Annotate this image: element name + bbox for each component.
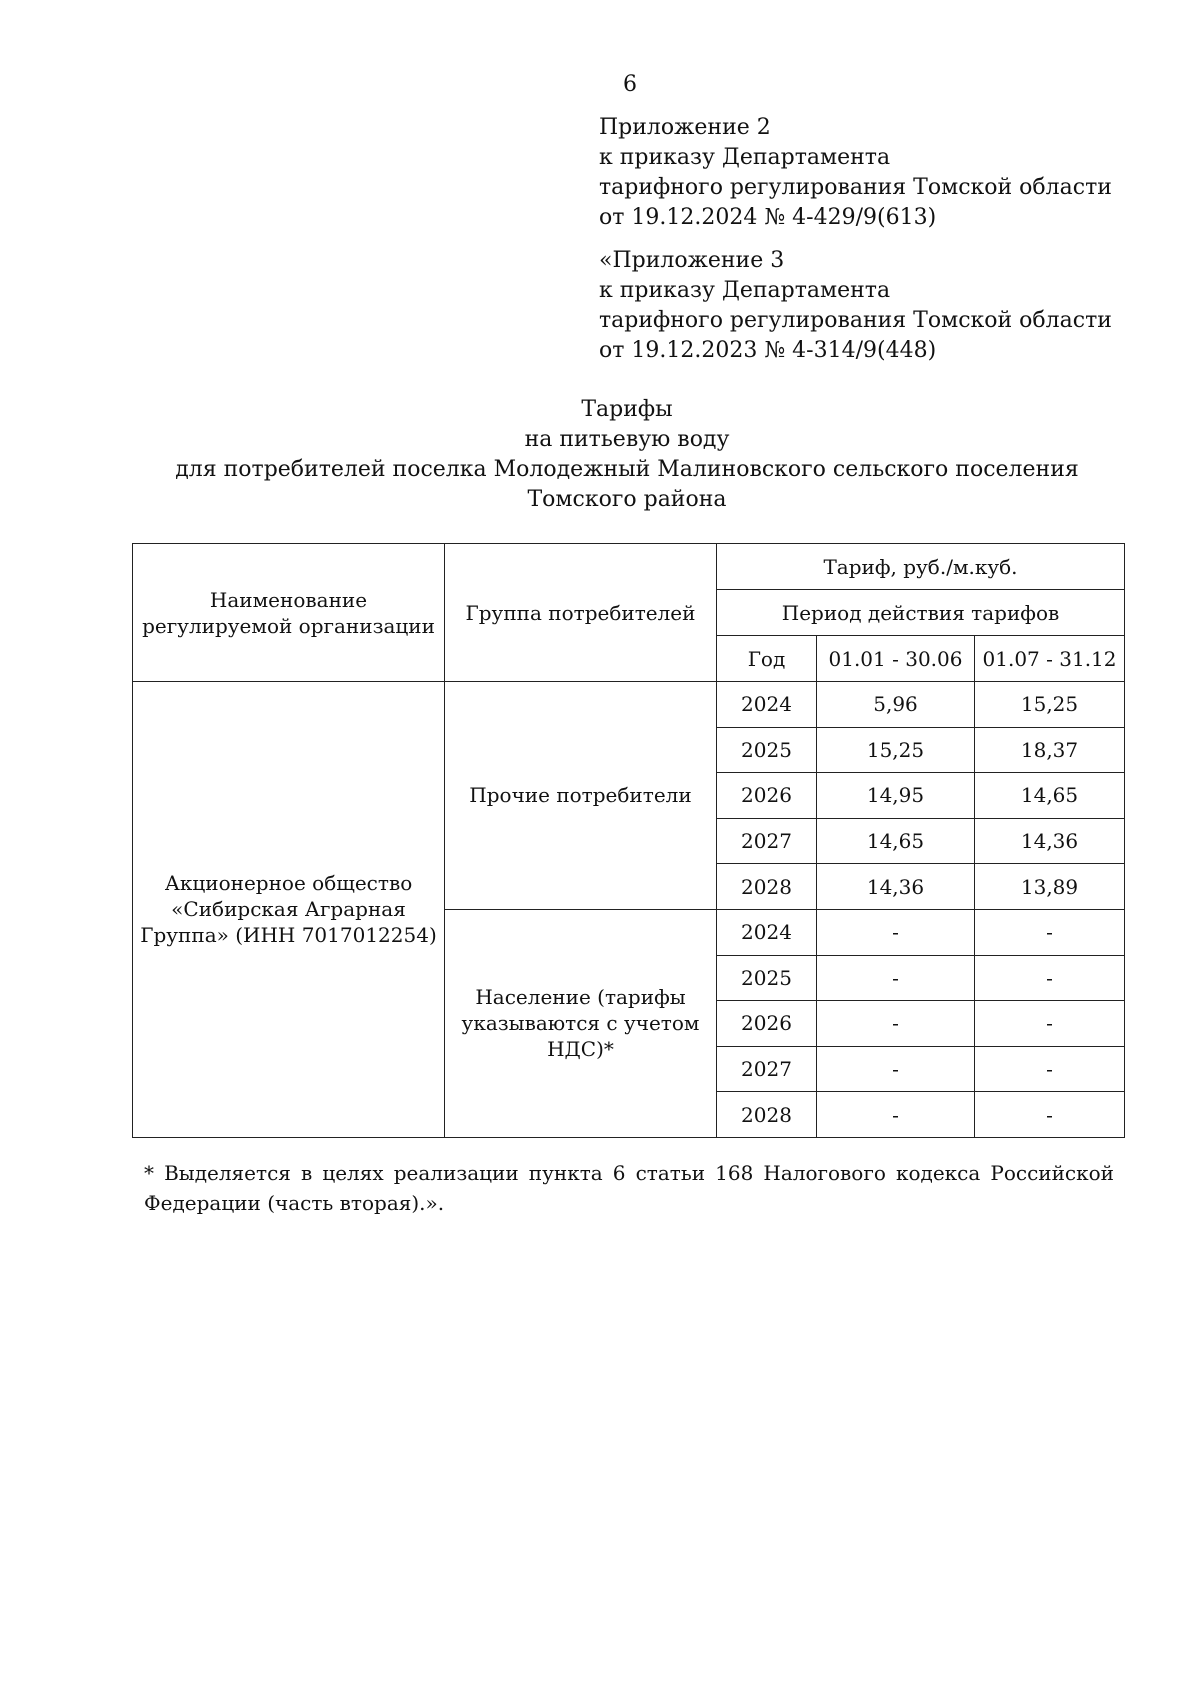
tariff-cell: - <box>975 1092 1125 1138</box>
appendix-line: от 19.12.2024 № 4-429/9(613) <box>599 205 937 230</box>
appendix-line: тарифного регулирования Томской области <box>599 308 1112 333</box>
document-title <box>120 395 1134 515</box>
appendix-line: тарифного регулирования Томской области <box>599 175 1112 200</box>
header-tariff: Тариф, руб./м.куб. <box>717 544 1125 590</box>
tariff-cell: - <box>817 1046 975 1092</box>
tariff-cell: - <box>817 1092 975 1138</box>
tariff-cell: - <box>817 1001 975 1047</box>
tariff-cell: 14,95 <box>817 773 975 819</box>
consumer-group-cell: Прочие потребители <box>445 682 717 910</box>
header-organization: Наименование регулируемой организации <box>133 544 445 682</box>
tariff-cell: 13,89 <box>975 864 1125 910</box>
tariff-cell: 18,37 <box>975 727 1125 773</box>
page-number: 6 <box>623 72 637 97</box>
year-cell: 2026 <box>717 773 817 819</box>
tariff-cell: - <box>817 909 975 955</box>
tariff-cell: 5,96 <box>817 682 975 728</box>
tariff-cell: 14,36 <box>975 818 1125 864</box>
tariff-cell: - <box>975 955 1125 1001</box>
appendix-line: «Приложение 3 <box>599 248 785 273</box>
appendix-line: от 19.12.2023 № 4-314/9(448) <box>599 338 937 363</box>
tariff-cell: 14,65 <box>975 773 1125 819</box>
footnote <box>144 1158 1114 1218</box>
footnote-line: * Выделяется в целях реализации пункта 6 статьи 168 Налогового кодекса Российской <box>144 1161 1114 1185</box>
tariff-cell: 14,65 <box>817 818 975 864</box>
header-first-half: 01.01 - 30.06 <box>817 636 975 682</box>
year-cell: 2025 <box>717 955 817 1001</box>
title-line: Тарифы <box>581 397 673 422</box>
organization-cell: Акционерное общество «Сибирская Аграрная Группа» (ИНН 7017012254) <box>133 682 445 1138</box>
tariff-cell: 14,36 <box>817 864 975 910</box>
appendix-line: к приказу Департамента <box>599 145 891 170</box>
title-line: для потребителей поселка Молодежный Малиновского сельского поселения <box>175 457 1079 482</box>
consumer-group-cell: Население (тарифы указываются с учетом НДС)* <box>445 909 717 1137</box>
year-cell: 2024 <box>717 682 817 728</box>
appendix-line: к приказу Департамента <box>599 278 891 303</box>
tariff-cell: 15,25 <box>975 682 1125 728</box>
tariff-cell: - <box>975 1046 1125 1092</box>
tariff-cell: - <box>975 909 1125 955</box>
title-line: на питьевую воду <box>524 427 730 452</box>
footnote-line: Федерации (часть вторая).». <box>144 1191 445 1215</box>
tariff-cell: - <box>817 955 975 1001</box>
original-appendix-reference <box>599 246 1112 366</box>
tariff-table <box>132 543 1125 1138</box>
appendix-line: Приложение 2 <box>599 115 771 140</box>
year-cell: 2028 <box>717 1092 817 1138</box>
year-cell: 2027 <box>717 818 817 864</box>
title-line: Томского района <box>527 487 727 512</box>
table-row <box>133 682 1125 728</box>
header-consumer-group: Группа потребителей <box>445 544 717 682</box>
header-year: Год <box>717 636 817 682</box>
year-cell: 2028 <box>717 864 817 910</box>
header-period: Период действия тарифов <box>717 590 1125 636</box>
year-cell: 2024 <box>717 909 817 955</box>
tariff-cell: - <box>975 1001 1125 1047</box>
appendix-reference <box>599 113 1112 233</box>
tariff-cell: 15,25 <box>817 727 975 773</box>
header-second-half: 01.07 - 31.12 <box>975 636 1125 682</box>
year-cell: 2026 <box>717 1001 817 1047</box>
table-header-row <box>133 544 1125 590</box>
year-cell: 2027 <box>717 1046 817 1092</box>
year-cell: 2025 <box>717 727 817 773</box>
